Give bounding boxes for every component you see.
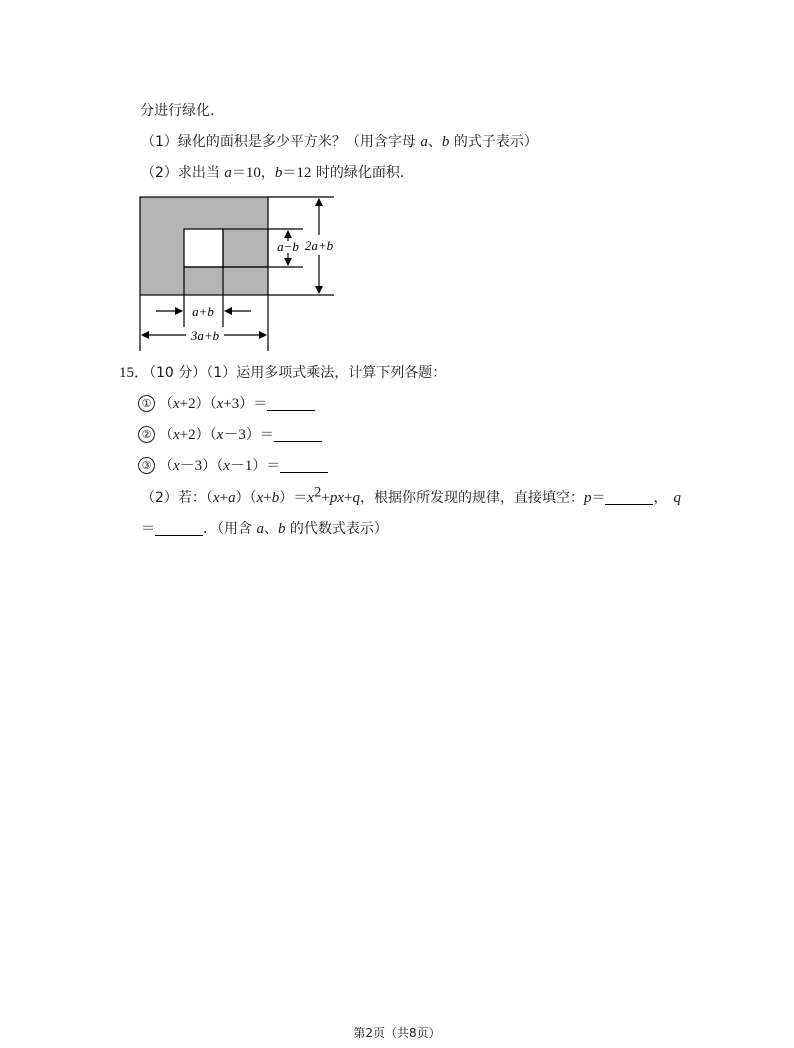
q14-sub2: （2）求出当 a＝10，b＝12 时的绿化面积． [141, 165, 414, 181]
garden-diagram [138, 195, 338, 353]
answer-blank-q[interactable] [155, 521, 203, 536]
answer-blank-p[interactable] [605, 490, 653, 505]
answer-blank[interactable] [267, 396, 315, 411]
label-a-plus-b: a+b [192, 304, 214, 319]
circle-number-1: ① [138, 395, 155, 412]
q15-sub2-line1: （2）若：$(x+a)(x+b)=x^2+px+q$，根据你所发现的规律，直接填空：p＝ ， q [141, 484, 681, 506]
label-a-minus-b: a−b [277, 239, 299, 254]
q15-item-3: ③ （x－3）（x－1）＝ [138, 456, 328, 476]
answer-blank[interactable] [274, 427, 322, 442]
q15-item-1: ① （x+2）（x+3）＝ [138, 394, 315, 414]
q14-sub1: （1）绿化的面积是多少平方米？（用含字母 a、b 的式子表示） [141, 134, 538, 150]
circle-number-3: ③ [138, 457, 155, 474]
q15-heading: 15．（10 分）（1）运用多项式乘法，计算下列各题： [119, 365, 447, 381]
intro-tail-text: 分进行绿化． [140, 103, 224, 119]
circle-number-2: ② [138, 426, 155, 443]
label-2a-plus-b: 2a+b [304, 238, 334, 253]
q15-sub2-line2: ＝ ．（用含 a、b 的代数式表示） [141, 521, 388, 537]
q15-item-2: ② （x+2）（x－3）＝ [138, 425, 322, 445]
label-3a-plus-b: 3a+b [190, 328, 220, 343]
page-footer: 第2页（共8页） [353, 1026, 441, 1040]
answer-blank[interactable] [280, 458, 328, 473]
inner-white-square [184, 229, 223, 267]
